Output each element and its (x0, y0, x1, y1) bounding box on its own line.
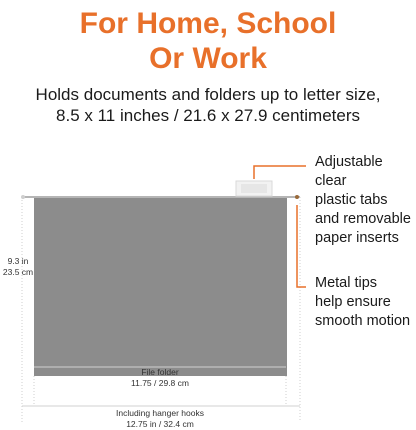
tip-callout (315, 274, 410, 331)
paper-insert (241, 184, 267, 193)
tab-callout-line-1: Adjustable clear (315, 154, 383, 189)
folder-width-label: File folder (141, 367, 179, 377)
tab-callout-line-2: plastic tabs (315, 192, 388, 208)
tab-callout (315, 153, 416, 248)
description-line-1: Holds documents and folders up to letter size, (35, 85, 381, 104)
hooks-width-dimension (60, 408, 260, 430)
right-metal-tip (295, 195, 299, 199)
description-line-2: 8.5 x 11 inches / 21.6 x 27.9 centimeters (56, 106, 360, 125)
height-centimeters: 23.5 cm (2, 267, 34, 277)
tip-callout-line-1: Metal tips (315, 275, 378, 291)
headline (0, 6, 416, 76)
headline-line-2: Or Work (149, 42, 267, 75)
hooks-width-label: Including hanger hooks (116, 408, 204, 418)
tip-callout-line-3: smooth motion (315, 313, 411, 329)
product-diagram (0, 150, 416, 429)
tip-callout-line-2: help ensure (315, 294, 391, 310)
tab-callout-leader (254, 166, 306, 179)
tab-callout-line-4: paper inserts (315, 230, 399, 246)
folder-width-value: 11.75 / 29.8 cm (131, 378, 189, 388)
headline-line-1: For Home, School (79, 7, 337, 40)
folder-body (34, 198, 287, 376)
height-dimension (0, 256, 36, 278)
folder-width-dimension (60, 367, 260, 389)
height-inches: 9.3 in (7, 256, 29, 266)
hooks-width-value: 12.75 in / 32.4 cm (126, 419, 194, 429)
tab-callout-line-3: and removable (315, 211, 411, 227)
description (0, 84, 416, 126)
tip-callout-leader (297, 205, 306, 287)
